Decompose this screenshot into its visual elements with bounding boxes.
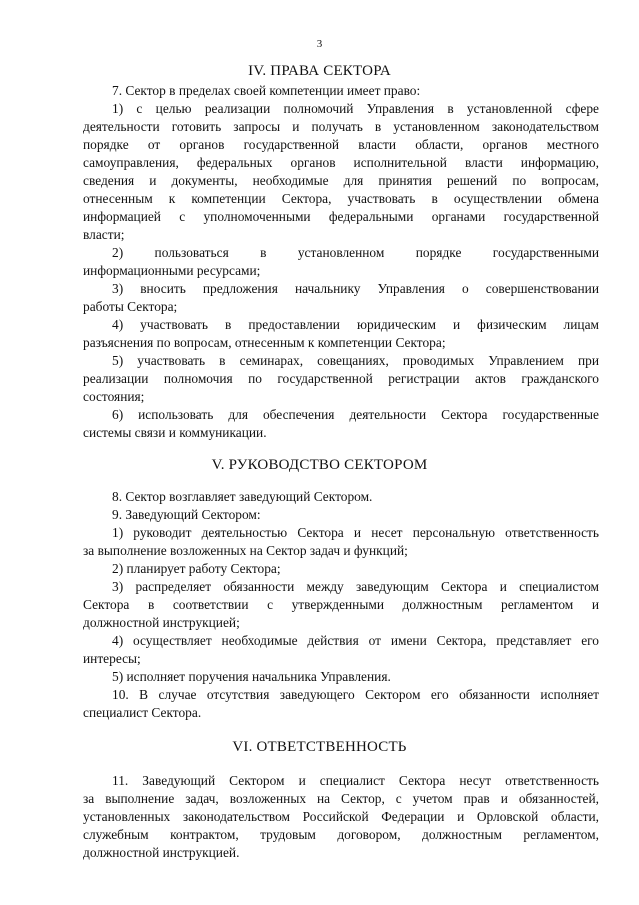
paragraph-line: 1) с целью реализации полномочий Управления в установленной сфере <box>112 101 599 116</box>
section-heading-management: V. РУКОВОДСТВО СЕКТОРОМ <box>211 457 428 473</box>
paragraph-line: деятельности готовить запросы и получать в установленном законодательством <box>83 119 599 134</box>
paragraph-line: 2) планирует работу Сектора; <box>112 561 281 576</box>
paragraph-line: за выполнение задач, возложенных на Сектор, с учетом прав и обязанностей, <box>83 791 599 806</box>
paragraph-line: разъяснения по вопросам, отнесенным к компетенции Сектора; <box>83 335 446 350</box>
paragraph-line: 9. Заведующий Сектором: <box>112 507 261 522</box>
paragraph-line: 3) распределяет обязанности между заведующим Сектора и специалистом <box>112 579 599 594</box>
paragraph-line: должностной инструкцией; <box>83 615 240 630</box>
paragraph-line: 10. В случае отсутствия заведующего Сектором его обязанности исполняет <box>112 687 599 702</box>
paragraph-line: 5) исполняет поручения начальника Управления. <box>112 669 391 684</box>
paragraph-line: информацией с уполномоченными федеральными органами государственной <box>83 209 599 224</box>
paragraph-line: состояния; <box>83 389 145 404</box>
paragraph-line: служебным контрактом, трудовым договором, должностным регламентом, <box>83 827 599 842</box>
paragraph-line: информационными ресурсами; <box>83 263 261 278</box>
paragraph-line: Сектора в соответствии с утвержденными должностным регламентом и <box>83 597 599 612</box>
paragraph-line: 4) осуществляет необходимые действия от имени Сектора, представляет его <box>112 633 599 648</box>
paragraph-line: интересы; <box>83 651 141 666</box>
paragraph-line: 11. Заведующий Сектором и специалист Сектора несут ответственность <box>112 773 599 788</box>
paragraph-line: должностной инструкцией. <box>83 845 240 860</box>
page-number: 3 <box>316 38 323 50</box>
paragraph-line: самоуправления, федеральных органов исполнительной власти информацию, <box>83 155 599 170</box>
paragraph-line: установленных законодательством Российской Федерации и Орловской области, <box>83 809 599 824</box>
paragraph-line: власти; <box>83 227 125 242</box>
paragraph-line: 4) участвовать в предоставлении юридическим и физическим лицам <box>112 317 599 332</box>
paragraph-line: порядке от органов государственной власти области, органов местного <box>83 137 599 152</box>
paragraph-line: реализации полномочия по государственной регистрации актов гражданского <box>83 371 599 386</box>
paragraph-line: 1) руководит деятельностью Сектора и несет персональную ответственность <box>112 525 599 540</box>
paragraph-line: за выполнение возложенных на Сектор задач и функций; <box>83 543 408 558</box>
paragraph-line: 8. Сектор возглавляет заведующий Сектором. <box>112 489 373 504</box>
paragraph-line: 6) использовать для обеспечения деятельности Сектора государственные <box>112 407 599 422</box>
paragraph-line: работы Сектора; <box>83 299 178 314</box>
section-heading-responsibility: VI. ОТВЕТСТВЕННОСТЬ <box>232 739 407 755</box>
paragraph-line: 2) пользоваться в установленном порядке государственными <box>112 245 599 260</box>
paragraph-line: специалист Сектора. <box>83 705 202 720</box>
paragraph-line: 5) участвовать в семинарах, совещаниях, проводимых Управлением при <box>112 353 599 368</box>
section-heading-rights: IV. ПРАВА СЕКТОРА <box>248 63 391 79</box>
paragraph-line: сведения и документы, необходимые для принятия решений по вопросам, <box>83 173 599 188</box>
paragraph-line: отнесенным к компетенции Сектора, участвовать в осуществлении обмена <box>83 191 599 206</box>
paragraph-line: 3) вносить предложения начальнику Управления о совершенствовании <box>112 281 599 296</box>
paragraph-line: системы связи и коммуникации. <box>83 425 267 440</box>
paragraph-line: 7. Сектор в пределах своей компетенции имеет право: <box>112 83 421 98</box>
